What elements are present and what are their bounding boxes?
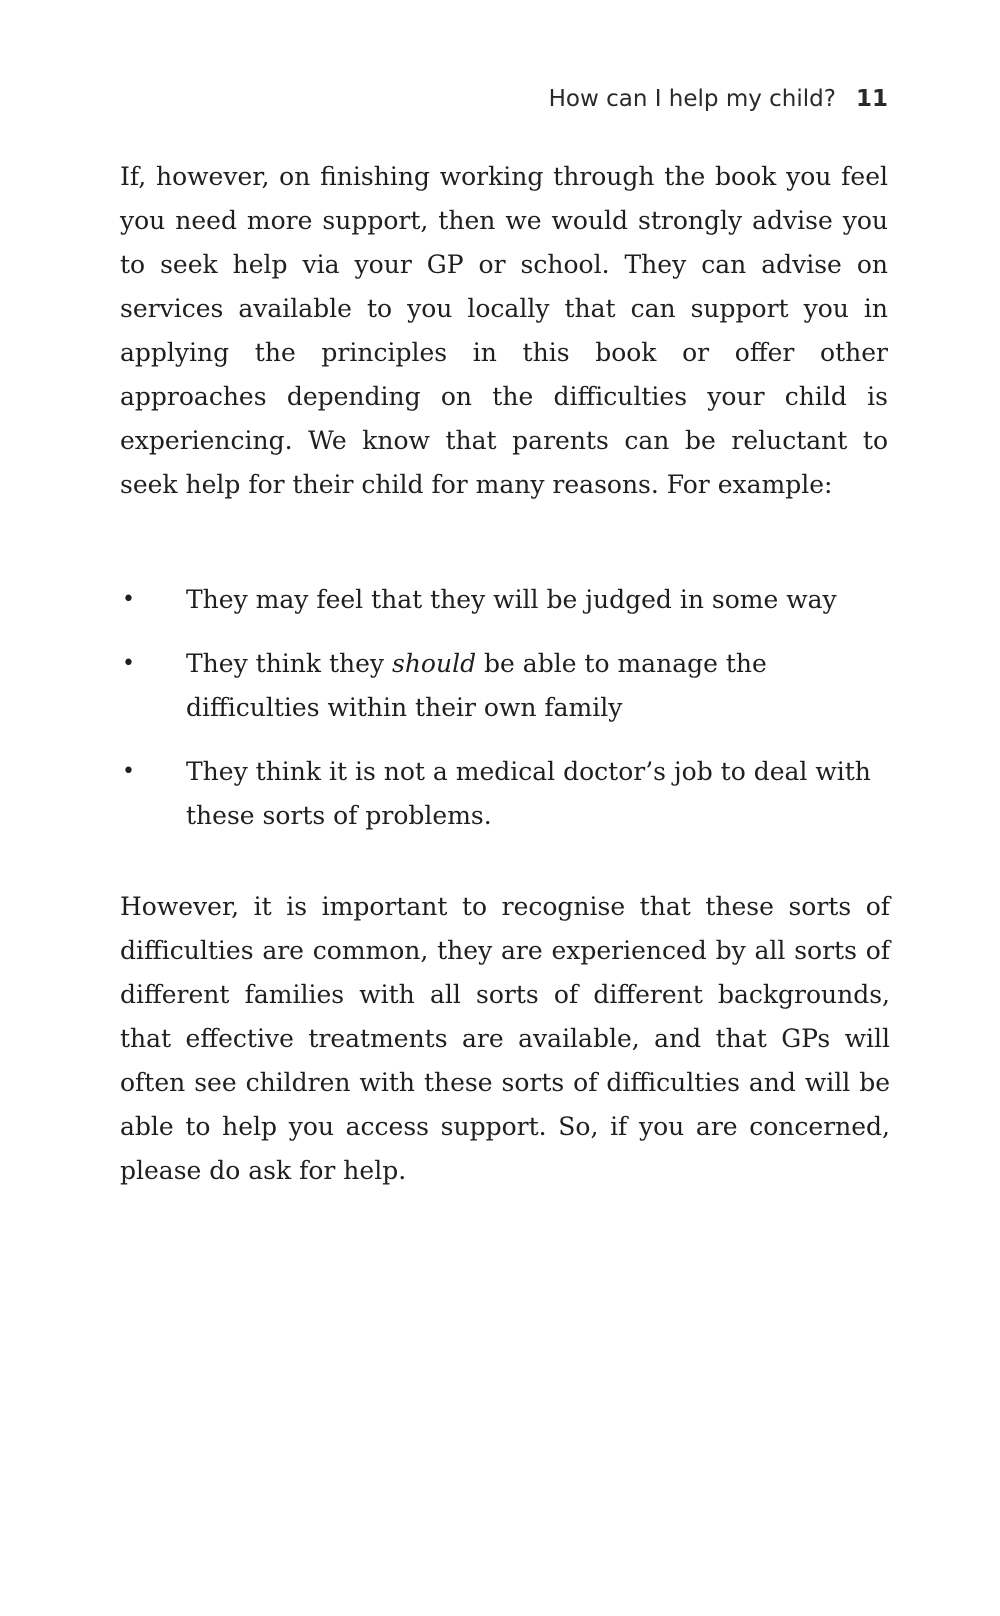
list-item-text-end: be able to manage the difficulties within their own family	[186, 649, 767, 722]
bullet-icon: •	[122, 651, 135, 676]
list-item-text: They may feel that they will be judged in some way	[186, 585, 837, 614]
bullet-icon: •	[122, 759, 135, 784]
list-item	[120, 578, 888, 622]
page-number: 11	[855, 86, 888, 112]
bullet-icon: •	[122, 587, 135, 612]
emphasis-text: should	[392, 649, 477, 678]
paragraph: However, it is important to recognise that these sorts of difficulties are common, they are experienced by all sorts of different families with all sorts of different backgrounds, that effective treatments are available, and that GPs will often see children with these sorts of difficulties and will be able to help you access support. So, if you are concerned, please do ask for help.	[120, 892, 890, 1185]
list-item	[120, 642, 888, 730]
list-item-text	[186, 649, 767, 722]
bullet-list	[120, 578, 888, 858]
list-item-text: They think it is not a medical doctor’s job to deal with these sorts of problems.	[186, 757, 871, 830]
running-head	[120, 86, 888, 112]
running-title: How can I help my child?	[548, 86, 836, 112]
paragraph: If, however, on finishing working through the book you feel you need more support, then we would strongly advise you to seek help via your GP or school. They can advise on services available to you locally that can support you in applying the principles in this book or offer other approaches depending on the difficulties your child is experiencing. We know that parents can be reluctant to seek help for their child for many reasons. For example:	[120, 162, 888, 499]
list-item-text-start: They think they	[186, 649, 392, 678]
list-item	[120, 750, 888, 838]
